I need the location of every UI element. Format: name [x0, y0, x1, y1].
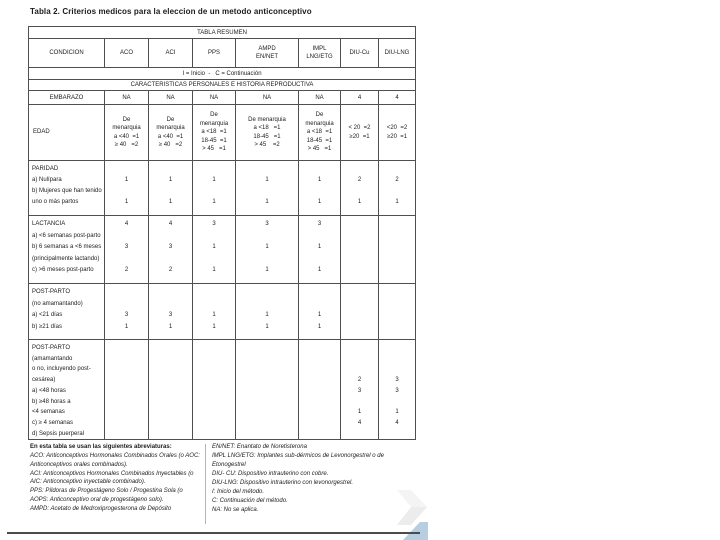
- chevron-top-arm: [397, 490, 427, 507]
- condition-label: [29, 105, 105, 161]
- label-line: b) 6 semanas a <6 meses: [32, 244, 102, 250]
- footnotes-right-column: [212, 443, 390, 515]
- value-line: menarquia: [156, 125, 185, 131]
- header-line: AMPD: [258, 46, 276, 52]
- value-cell: [193, 161, 236, 216]
- value-line: [341, 186, 378, 197]
- header-line: ACO: [119, 50, 133, 56]
- label-line: uno o más partos: [32, 199, 79, 205]
- header-line: LNG/ETG: [306, 54, 333, 60]
- table-row-edad: [29, 105, 416, 161]
- value-line: 2: [395, 177, 399, 183]
- footnote-item: ACI: Anticonceptivos Hormonales Combinados Inyectables (o AIC: Anticonceptivo inyectable combinado).: [30, 470, 194, 485]
- value-cell: [379, 161, 416, 216]
- value-line: 2: [357, 177, 362, 183]
- value-line: [379, 354, 415, 365]
- value-line: 1: [212, 312, 216, 318]
- value-line: 4: [395, 419, 399, 426]
- footnotes-divider: [205, 444, 206, 524]
- footnote-item: PPS: Píldoras de Progestágeno Solo / Progestina Sola (o AOPS: Anticonceptivo oral de progestágeno solo).: [30, 488, 183, 503]
- value-cell: [236, 91, 299, 105]
- value-line: a <18 =1: [201, 129, 227, 136]
- value-line: [236, 254, 298, 266]
- value-line: [236, 287, 298, 299]
- value-line: [341, 397, 378, 408]
- value-cell: [299, 340, 341, 440]
- value-line: ≥ 40 =2: [114, 142, 139, 148]
- footnote-item: I: Inicio del método.: [212, 488, 265, 495]
- value-line: 1: [212, 199, 216, 205]
- value-line: De: [122, 116, 131, 123]
- value-line: ≥ 40 =2: [158, 142, 183, 148]
- value-line: 1: [265, 323, 269, 330]
- value-line: 1: [317, 267, 322, 273]
- value-line: 1: [265, 199, 269, 205]
- footnotes-left-column: [30, 443, 200, 514]
- value-cell: [193, 105, 236, 161]
- value-cell: [193, 340, 236, 440]
- table-legend-row: [29, 68, 416, 80]
- value-cell: [299, 91, 341, 105]
- condition-label: [29, 284, 105, 340]
- value-cell: [236, 340, 299, 440]
- value-cell: [149, 284, 193, 340]
- value-line: 1: [124, 199, 129, 205]
- value-line: De: [166, 116, 175, 123]
- value-line: [379, 364, 415, 375]
- condition-label: [29, 161, 105, 216]
- value-cell: [379, 216, 416, 284]
- label-line: a) Nulípara: [32, 177, 62, 183]
- label-line: c) >6 meses post-parto: [32, 267, 94, 273]
- value-line: 4: [357, 419, 362, 426]
- value-cell: [341, 284, 379, 340]
- footnote-item: C: Continuación del método.: [212, 497, 288, 504]
- label-line: EDAD: [33, 129, 50, 136]
- value-line: [379, 186, 415, 197]
- footnote-item: IMPL LNG/ETG: Implantes sub-dérmicos de Levonorgestrel o de Etonogestrel: [212, 453, 384, 468]
- table-row-embarazo: [29, 91, 416, 105]
- value-line: [193, 231, 235, 243]
- value-line: 1: [212, 323, 216, 330]
- summary-table: [28, 26, 416, 440]
- header-line: IMPL: [312, 46, 327, 52]
- label-line: POST-PARTO (amamantando: [32, 345, 73, 362]
- footnote-item: DIU-LNG: Dispositivo intrauterino con levonorgestrel.: [212, 479, 354, 486]
- label-line: o no, incluyendo post-: [32, 366, 91, 373]
- value-cell: [236, 216, 299, 284]
- value-line: NA: [315, 94, 324, 101]
- value-line: 3: [212, 221, 216, 227]
- label-line: b) ≥48 horas a: [32, 398, 71, 405]
- value-line: De: [315, 112, 324, 119]
- value-line: 1: [168, 177, 173, 183]
- value-cell: [379, 105, 416, 161]
- value-cell: [299, 216, 341, 284]
- value-line: [149, 299, 192, 311]
- label-line: LACTANCIA: [32, 221, 66, 227]
- value-line: [105, 186, 148, 197]
- value-line: 18-45 =1: [201, 137, 227, 144]
- value-cell: [105, 161, 149, 216]
- footnote-item: AMPD: Acetato de Medroxiprogesterona de Depósito: [30, 505, 172, 512]
- label-line: a) <21 días: [32, 312, 63, 318]
- value-line: [149, 254, 192, 266]
- value-line: De menarquia: [248, 116, 286, 123]
- value-line: 1: [395, 199, 399, 205]
- value-line: 18-45 =1: [306, 137, 333, 144]
- value-line: menarquia: [305, 120, 334, 127]
- table-banner-row: [29, 27, 416, 39]
- value-cell: [149, 161, 193, 216]
- header-line: CONDICION: [49, 50, 84, 56]
- value-line: 3: [395, 377, 399, 384]
- value-line: [193, 254, 235, 266]
- value-line: [193, 299, 235, 311]
- value-line: [341, 364, 378, 375]
- value-line: [105, 254, 148, 266]
- value-line: [299, 287, 340, 299]
- value-line: [105, 231, 148, 243]
- footer-rule: [7, 532, 420, 534]
- footnote-item: DIU- CU: Dispositivo intrauterino con cobre.: [212, 470, 329, 477]
- value-line: 4: [357, 94, 362, 101]
- value-cell: [341, 216, 379, 284]
- column-header-diu-cu: [341, 39, 379, 68]
- section-heading: CARACTERISTICAS PERSONALES E HISTORIA REPRODUCTIVA: [29, 80, 416, 91]
- value-line: [341, 164, 378, 175]
- footnote-item: EN/NET: Enantato de Noretisterona: [212, 444, 307, 450]
- table-row-lactancia: [29, 216, 416, 284]
- label-line: EMBARAZO: [49, 94, 84, 101]
- label-line: (principalmente lactando): [32, 255, 100, 262]
- value-line: 3: [317, 221, 322, 227]
- value-line: 2: [357, 377, 362, 384]
- condition-label: [29, 91, 105, 105]
- label-line: PARIDAD: [32, 166, 59, 172]
- value-line: [193, 164, 235, 175]
- label-line: b) ≥21 días: [32, 323, 62, 330]
- value-line: 1: [395, 409, 399, 416]
- value-line: 18-45 =1: [253, 133, 281, 140]
- value-line: <20 =2: [386, 125, 408, 131]
- value-cell: [105, 340, 149, 440]
- value-line: 1: [124, 177, 129, 183]
- value-line: ≥20 =1: [349, 133, 370, 140]
- value-line: [193, 287, 235, 299]
- value-cell: [299, 161, 341, 216]
- value-line: [149, 287, 192, 299]
- value-line: 1: [168, 199, 173, 205]
- footnote-item: NA: No se aplica.: [212, 506, 259, 513]
- value-cell: [105, 105, 149, 161]
- value-line: 1: [317, 312, 322, 318]
- value-line: ≥20 =1: [386, 133, 408, 140]
- value-line: [341, 354, 378, 365]
- label-line: cesárea): [32, 377, 56, 384]
- value-line: 1: [265, 267, 269, 273]
- table-row-postparto-na: [29, 284, 416, 340]
- value-line: menarquia: [199, 120, 229, 127]
- value-cell: [236, 161, 299, 216]
- value-cell: [149, 216, 193, 284]
- value-line: De: [210, 112, 218, 119]
- header-line: PPS: [207, 50, 220, 56]
- value-line: 1: [265, 244, 269, 250]
- value-cell: [149, 105, 193, 161]
- value-line: [299, 254, 340, 266]
- value-line: [299, 164, 340, 175]
- value-line: 1: [317, 199, 322, 205]
- value-line: < 20 =2: [348, 125, 371, 131]
- column-header-diu-lng: [379, 39, 416, 68]
- value-cell: [341, 105, 379, 161]
- value-cell: [105, 216, 149, 284]
- condition-label: [29, 216, 105, 284]
- value-line: 3: [124, 312, 129, 318]
- value-line: 3: [395, 387, 399, 394]
- legend-text: I = Inicio - C = Continuación: [29, 68, 416, 80]
- value-line: [379, 343, 415, 354]
- label-line: POST-PARTO: [32, 289, 71, 295]
- value-line: 1: [124, 323, 129, 330]
- value-line: [105, 164, 148, 175]
- table-row-postparto-am: [29, 340, 416, 440]
- value-line: [236, 164, 298, 175]
- footnote-item: ACO: Anticonceptivos Hormonales Combinados Orales (o AOC: Anticonceptivos orales combinados).: [30, 453, 200, 468]
- value-cell: [193, 284, 236, 340]
- value-line: 3: [265, 221, 269, 227]
- value-line: 1: [317, 323, 322, 330]
- column-header-ampd: [236, 39, 299, 68]
- value-line: [341, 343, 378, 354]
- value-line: NA: [122, 94, 131, 101]
- value-line: 4: [395, 94, 399, 101]
- value-line: 3: [357, 387, 362, 394]
- value-line: 1: [168, 323, 173, 330]
- column-header-impl: [299, 39, 341, 68]
- value-line: [299, 186, 340, 197]
- label-line: c) ≥ 4 semanas: [32, 419, 73, 426]
- value-line: [236, 186, 298, 197]
- value-line: 4: [168, 221, 173, 227]
- value-line: 1: [212, 244, 216, 250]
- label-line: a) <6 semanas post-parto: [32, 232, 101, 239]
- value-line: [105, 299, 148, 311]
- value-line: NA: [209, 94, 219, 101]
- value-line: a <18 =1: [253, 125, 281, 131]
- value-cell: [341, 340, 379, 440]
- value-cell: [236, 105, 299, 161]
- column-header-aco: [105, 39, 149, 68]
- value-line: [149, 231, 192, 243]
- summary-table-container: [28, 26, 416, 440]
- value-cell: [341, 161, 379, 216]
- value-cell: [379, 340, 416, 440]
- value-cell: [299, 284, 341, 340]
- value-line: [236, 231, 298, 243]
- header-line: DIU-Cu: [349, 50, 370, 56]
- value-cell: [379, 91, 416, 105]
- label-line: b) Mujeres que han tenido: [32, 188, 102, 194]
- value-line: 1: [265, 312, 269, 318]
- value-line: a <40 =1: [157, 133, 184, 140]
- value-line: [379, 164, 415, 175]
- footnote-item: En esta tabla se usan las siguientes abreviaturas:: [30, 444, 172, 450]
- value-line: 1: [357, 409, 362, 416]
- value-line: 2: [124, 267, 129, 273]
- header-line: ACI: [165, 50, 176, 56]
- value-cell: [236, 284, 299, 340]
- table-header-row: [29, 39, 416, 68]
- condition-label: [29, 340, 105, 440]
- value-line: [236, 299, 298, 311]
- value-line: NA: [262, 94, 272, 101]
- value-line: 1: [317, 244, 322, 250]
- header-line: EN/NET: [255, 54, 278, 60]
- table-section-row: [29, 80, 416, 91]
- value-line: 1: [212, 267, 216, 273]
- value-line: [193, 186, 235, 197]
- value-line: 1: [265, 177, 269, 183]
- value-line: [105, 287, 148, 299]
- value-cell: [105, 91, 149, 105]
- value-line: 1: [317, 177, 322, 183]
- value-cell: [193, 91, 236, 105]
- value-cell: [149, 340, 193, 440]
- value-line: a <18 =1: [306, 129, 333, 136]
- value-line: > 45 =2: [254, 142, 280, 148]
- value-cell: [193, 216, 236, 284]
- value-cell: [149, 91, 193, 105]
- column-header-aci: [149, 39, 193, 68]
- value-line: 3: [168, 244, 173, 250]
- header-line: DIU-LNG: [384, 50, 410, 56]
- value-line: 2: [168, 267, 173, 273]
- value-cell: [341, 91, 379, 105]
- label-line: a) <48 horas: [32, 387, 66, 394]
- label-line: (no amamantando): [32, 300, 83, 307]
- value-line: 1: [212, 177, 216, 183]
- value-line: > 45 =1: [307, 146, 332, 153]
- value-line: a <40 =1: [113, 133, 140, 140]
- value-line: > 45 =1: [202, 146, 226, 153]
- label-line: <4 semanas: [32, 409, 65, 416]
- value-line: [299, 231, 340, 243]
- column-header-pps: [193, 39, 236, 68]
- table-banner: TABLA RESUMEN: [29, 27, 416, 39]
- page-title: Tabla 2. Criterios medicos para la eleccion de un metodo anticonceptivo: [30, 7, 312, 16]
- value-line: 1: [357, 199, 362, 205]
- value-line: menarquia: [112, 125, 141, 131]
- value-line: [379, 397, 415, 408]
- value-line: [299, 299, 340, 311]
- value-cell: [379, 284, 416, 340]
- table-row-paridad: [29, 161, 416, 216]
- value-line: [149, 164, 192, 175]
- value-line: 3: [168, 312, 173, 318]
- value-cell: [105, 284, 149, 340]
- value-cell: [299, 105, 341, 161]
- value-line: 3: [124, 244, 129, 250]
- value-line: NA: [166, 94, 175, 101]
- value-line: 4: [124, 221, 129, 227]
- column-header-condicion: [29, 39, 105, 68]
- value-line: [149, 186, 192, 197]
- label-line: d) Sepsis puerperal: [32, 430, 85, 437]
